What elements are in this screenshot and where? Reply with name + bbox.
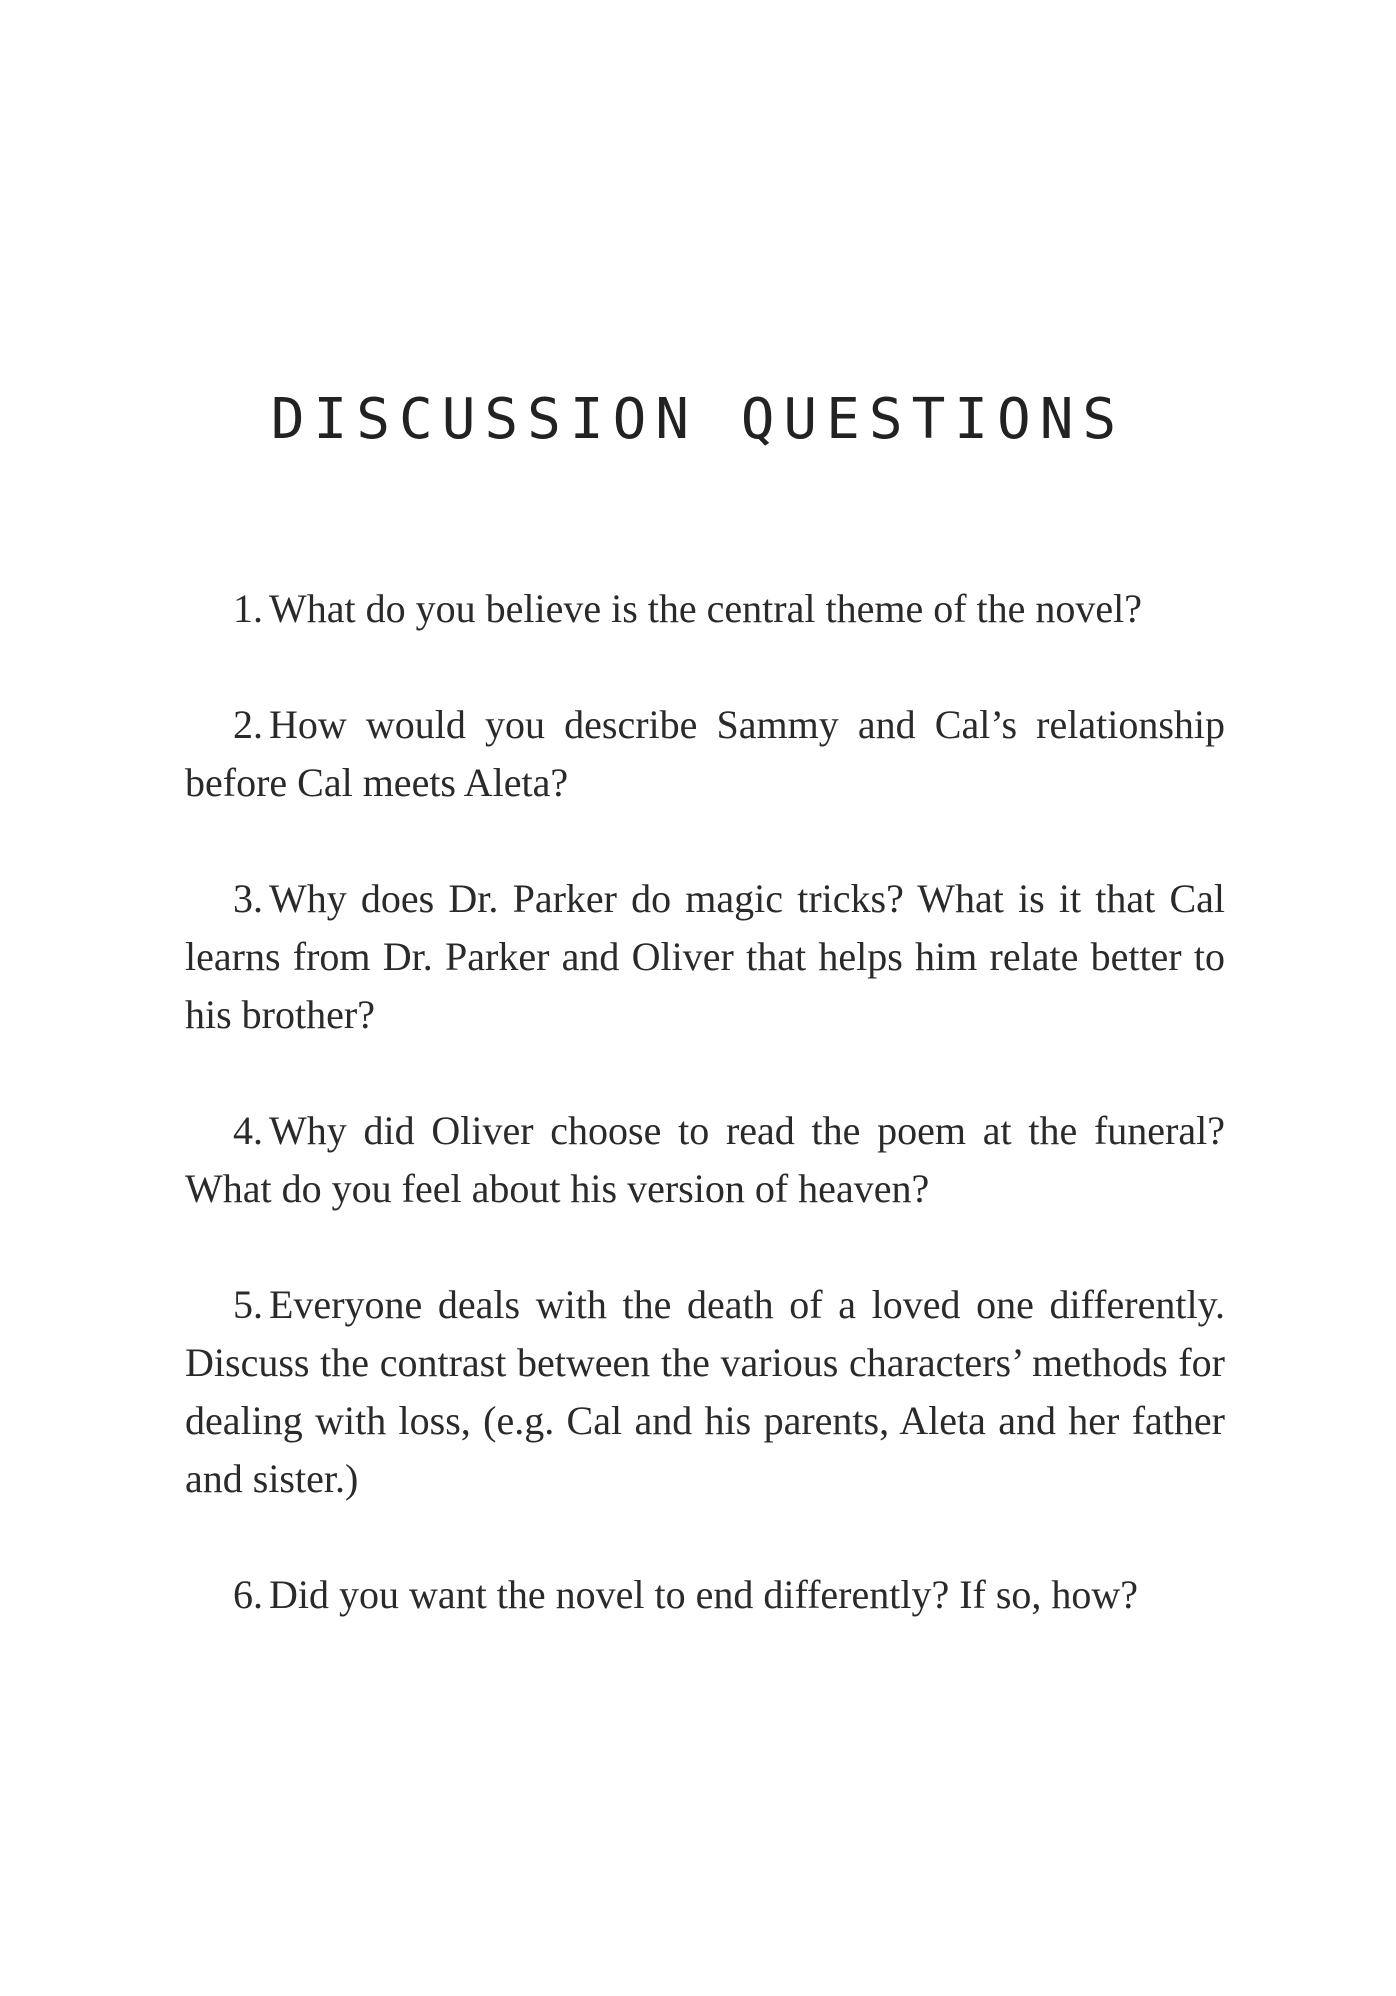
question-3 [185, 870, 1225, 1044]
question-2 [185, 696, 1225, 812]
question-4 [185, 1102, 1225, 1218]
page-title: DISCUSSION QUESTIONS [270, 387, 1126, 452]
question-text: Why did Oliver choose to read the poem at the funeral? What do you feel about his version of heaven? [185, 1108, 1225, 1211]
question-text: Why does Dr. Parker do magic tricks? What is it that Cal learns from Dr. Parker and Oliver that helps him relate better to his brother? [185, 876, 1225, 1037]
question-text: Everyone deals with the death of a loved one differently. Discuss the contrast between the various characters’ methods for dealing with loss, (e.g. Cal and his parents, Aleta and her father and sister.) [185, 1282, 1225, 1501]
question-5 [185, 1276, 1225, 1508]
question-number: 1. [233, 586, 263, 631]
question-number: 4. [233, 1108, 263, 1153]
question-text: How would you describe Sammy and Cal’s relationship before Cal meets Aleta? [185, 702, 1225, 805]
question-text: What do you believe is the central theme of the novel? [269, 586, 1143, 631]
question-text: Did you want the novel to end differently? If so, how? [269, 1572, 1139, 1617]
question-number: 5. [233, 1282, 263, 1327]
question-number: 2. [233, 702, 263, 747]
question-number: 6. [233, 1572, 263, 1617]
questions-list [185, 580, 1225, 1682]
question-number: 3. [233, 876, 263, 921]
question-6 [185, 1566, 1225, 1624]
question-1 [185, 580, 1225, 638]
